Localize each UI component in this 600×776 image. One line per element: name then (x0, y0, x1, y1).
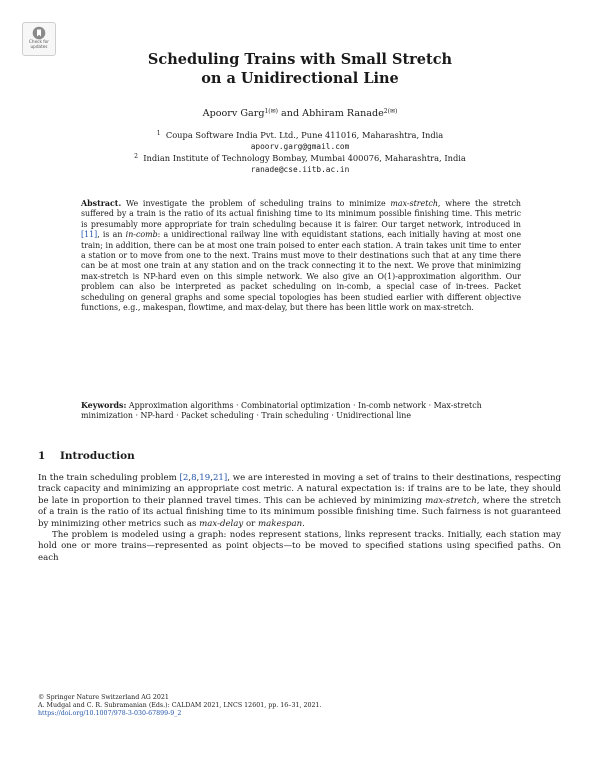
body-text: , where the stretch of a train is the ratio of its actual finishing time to its minimum possible finishing time. Such fairness is not guaranteed by minimizing other metrics such as (38, 495, 561, 529)
title-line-2: on a Unidirectional Line (201, 70, 399, 87)
affiliation-2-org: Indian Institute of Technology Bombay, Mumbai 400076, Maharashtra, India (143, 153, 466, 163)
body-term: makespan (258, 518, 303, 529)
abstract-text: , where the stretch suffered by a train is the ratio of its actual finishing time to its minimum possible finishing time. This metric is presumably more appropriate for train scheduling because it is fairer. Our target network, introduced in (81, 199, 521, 229)
body-text: or (243, 518, 259, 529)
badge-line-2: updates (30, 43, 48, 49)
doi-link[interactable]: https://doi.org/10.1007/978-3-030-67899-9_2 (38, 710, 182, 718)
paragraph: The problem is modeled using a graph: nodes represent stations, links represent tracks. Initially, each station may hold one or more trains—represented as point objects—to be moved to specified stations using specified paths. On each (38, 530, 561, 563)
authors (0, 108, 600, 119)
copyright-line: © Springer Nature Switzerland AG 2021 (38, 694, 169, 701)
citation-line: A. Mudgal and C. R. Subramanian (Eds.): CALDAM 2021, LNCS 12601, pp. 16–31, 2021. (38, 702, 322, 710)
keywords (81, 401, 521, 422)
body-term: max-delay (199, 518, 244, 529)
keywords-list: Approximation algorithms · Combinatorial optimization · In-comb network · Max-stretch minimization · NP-hard · Packet scheduling · Train scheduling · Unidirectional line (81, 401, 482, 421)
affiliation-2 (0, 151, 600, 176)
citation-link[interactable]: [2 (179, 473, 189, 483)
affiliation-1 (0, 128, 600, 153)
abstract-text: : a unidirectional railway line with equidistant stations, each initially having at most one train; in addition, there can be at most one train poised to enter each station. A train takes unit time to enter a station or to move from one to the next. Trains must move to their destinations such that at any time there can be at most one train at any station and on the track connecting it to the next. We prove that minimizing max-stretch is NP-hard even on this simple network. We also give an O(1)-approximation algorithm. Our problem can also be interpreted as packet scheduling on in-comb, a special case of in-trees. Packet scheduling on general graphs and some special topologies has been studied earlier with different objective functions, e.g., makespan, flowtime, and max-delay, but there has been little work on max-stretch. (81, 230, 521, 313)
body-text: In the train scheduling problem (38, 473, 180, 483)
abstract-text: We investigate the problem of scheduling trains to minimize (121, 199, 391, 208)
citation-link[interactable]: 21] (212, 473, 228, 483)
affiliation-1-email[interactable]: apoorv.garg@gmail.com (250, 142, 350, 151)
section-heading (38, 450, 135, 462)
abstract (81, 199, 521, 313)
paper-title (0, 50, 600, 88)
body-text: . (302, 518, 305, 529)
badge-line-1: Check for (29, 39, 49, 44)
body-text: , (210, 473, 213, 483)
paragraph (38, 473, 561, 530)
body-text: , we are interested in moving a set of trains to their destinations, respecting track capacity and minimizing an appropriate cost metric. A natural expectation is: if trains are to be late, they should be late in proportion to their planned travel times. This can be achieved by minimizing (38, 473, 561, 506)
authors-and: and (278, 108, 303, 119)
citation-link[interactable]: 8 (191, 473, 197, 483)
affiliation-2-number: 2 (134, 153, 138, 160)
abstract-term: max-stretch (390, 199, 438, 208)
body-text: , (196, 473, 200, 483)
section-title: Introduction (60, 450, 135, 462)
abstract-term: in-comb (125, 230, 158, 240)
keywords-label: Keywords: (81, 401, 127, 410)
footnote (38, 694, 561, 719)
body-text: , (188, 473, 192, 483)
author-1-mark[interactable]: 1(✉) (264, 108, 278, 115)
bookmark-icon (32, 26, 46, 40)
introduction-body (38, 473, 561, 564)
affiliation-2-email[interactable]: ranade@cse.iitb.ac.in (250, 165, 350, 174)
citation-link[interactable]: [11] (81, 230, 98, 240)
author-2-mark[interactable]: 2(✉) (383, 108, 398, 115)
author-1: Apoorv Garg (202, 108, 265, 119)
abstract-label: Abstract. (81, 199, 122, 208)
body-term: max-stretch (425, 495, 477, 506)
affiliation-1-number: 1 (156, 130, 161, 137)
section-number: 1 (38, 450, 46, 462)
title-line-1: Scheduling Trains with Small Stretch (147, 51, 453, 68)
author-2: Abhiram Ranade (302, 108, 384, 119)
abstract-text: , is an (97, 230, 126, 240)
citation-link[interactable]: 19 (199, 473, 211, 483)
affiliation-1-org: Coupa Software India Pvt. Ltd., Pune 411016, Maharashtra, India (165, 130, 444, 140)
